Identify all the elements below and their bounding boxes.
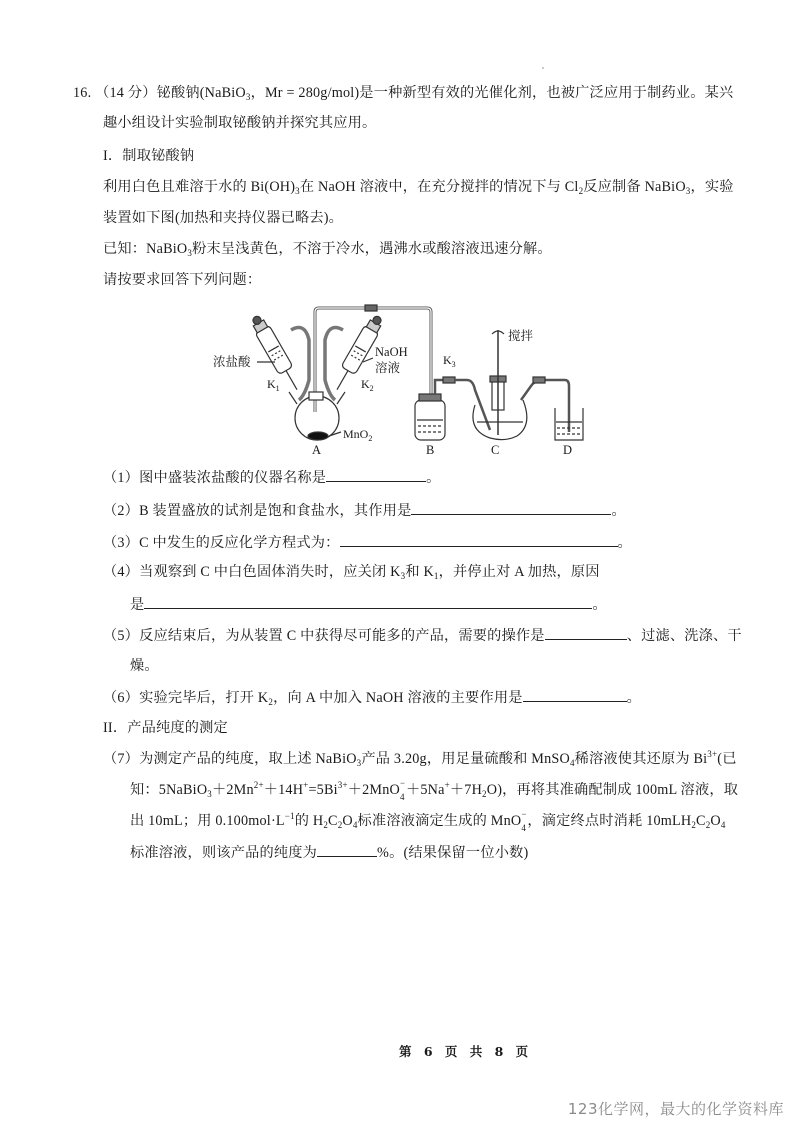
label-a: A (312, 443, 322, 457)
page-number: 第 6 页 共 8 页 (399, 1044, 533, 1059)
known-info (103, 239, 552, 259)
subscript: 2 (705, 820, 711, 830)
question-text: （5）反应结束后，为从装置 C 中获得尽可能多的产品，需要的操作是 (103, 628, 545, 644)
text: (已 (717, 751, 737, 767)
k3-clamp (443, 377, 455, 383)
question-7-line3: 出 10mL；用 $0.100mol\cdot L^{-1}$的 $H_2C_2O_4$标准溶液滴定生成的 MnO − 4 ，滴定终点时消耗 $10mLH_2C_2O_4$ (130, 809, 726, 833)
text: ＋2Mn (211, 782, 254, 798)
text: 。 (592, 597, 607, 613)
text: ＋2MnO (347, 782, 400, 798)
text: 反应制备 NaBiO (583, 179, 686, 195)
tube-c-to-d (521, 380, 569, 432)
mno2-solid (308, 432, 328, 440)
subscript: 2 (691, 820, 697, 830)
question-7-line2: 知：$5NaBiO_3+2Mn^{2+}+14H^+=5Bi^{3+}+2MnO$ − 4 $+5Na^++7H_2O$)，再将其准确配制成 100mL 溶液，取 (130, 778, 739, 802)
superscript: −1 (284, 811, 295, 821)
text: ＋14H (263, 782, 304, 798)
question-text: （6）实验完毕后，打开 K (103, 690, 269, 706)
text: ，向 A 中加入 NaOH 溶液的主要作用是 (273, 690, 523, 706)
label-d: D (563, 443, 573, 457)
text: 在 NaOH 溶液中，在充分搅拌的情况下与 Cl (299, 179, 579, 195)
subscript: 4 (352, 820, 358, 830)
question-text: （1）图中盛装浓盐酸的仪器名称是 (103, 470, 327, 486)
label-k1: $K_1$ (267, 377, 280, 393)
text: ，实验 (690, 179, 734, 195)
section-2-heading: II．产品纯度的测定 (103, 720, 228, 736)
question-16-intro-line2: 趣小组设计实验制取铋酸钠并探究其应用。 (103, 115, 377, 131)
subscript: 2 (578, 186, 584, 196)
tube-connector (365, 305, 377, 311)
superscript: 2+ (253, 780, 264, 790)
section-1-heading: I．制取铋酸钠 (103, 148, 195, 164)
intro-text: 铋酸钠(NaBiO (156, 85, 246, 101)
superscript: + (444, 780, 450, 790)
subscript: 3 (295, 186, 300, 196)
text: =5Bi (308, 782, 338, 798)
text: O (710, 813, 721, 829)
answer-blank-2[interactable] (411, 500, 611, 515)
watermark: 123化学网，最大的化学资料库 (567, 1100, 784, 1118)
subscript: 3 (400, 571, 406, 581)
text: 稀溶液使其还原为 Bi (574, 751, 708, 767)
question-16-intro-line1 (73, 83, 733, 103)
text: 出 10mL；用 0.100mol·L (130, 813, 285, 829)
text: 知：5NaBiO (130, 782, 208, 798)
scan-speck (542, 67, 544, 69)
label-k3: $K_3$ (443, 353, 456, 369)
superscript: 3+ (337, 780, 348, 790)
text: %。(结果保留一位小数) (377, 845, 529, 861)
answer-blank-3[interactable] (340, 532, 618, 547)
superscript: + (303, 780, 309, 790)
question-points: （14 分） (95, 85, 157, 101)
text: 粉末呈浅黄色，不溶于冷水，遇沸水或酸溶液迅速分解。 (192, 241, 552, 257)
text: 的 H (294, 813, 324, 829)
subscript: 3 (685, 186, 691, 196)
text: 和 K (405, 564, 434, 580)
text: ＋7H (449, 782, 483, 798)
question-3 (103, 532, 632, 553)
question-text: （3）C 中发生的反应化学方程式为： (103, 535, 340, 551)
section-1-paragraph-line1 (103, 177, 734, 197)
flask-a-center-neck (309, 392, 323, 400)
label-k2: $K_2$ (361, 377, 374, 393)
answer-blank-6[interactable] (523, 687, 627, 702)
apparatus-diagram (205, 300, 590, 460)
question-6 (103, 687, 641, 708)
label-conc-hcl: 浓盐酸 (213, 355, 251, 369)
label-c: C (491, 443, 500, 457)
text: O (342, 813, 353, 829)
subscript: 2 (268, 697, 274, 707)
section-1-paragraph-line2: 装置如下图(加热和夹持仪器已略去)。 (103, 210, 344, 226)
text: 产品 3.20g，用足量硫酸和 MnSO (361, 751, 570, 767)
left-pressure-tube (291, 328, 309, 400)
text: 。 (626, 690, 641, 706)
question-text: （2）B 装置盛放的试剂是饱和食盐水，其作用是 (103, 503, 412, 519)
text: 、过滤、洗涤、干 (626, 628, 742, 644)
question-number: 16. (73, 85, 92, 101)
text: 。 (617, 535, 632, 551)
text: O)，再将其准确配制成 100mL 溶液，取 (486, 782, 739, 798)
answer-blank-1[interactable] (326, 467, 426, 482)
question-7-line1 (103, 749, 737, 769)
text: 。 (611, 503, 626, 519)
question-4-line1: （4）当观察到 C 中白色固体消失时，应关闭 $K_3$和 $K_1$，并停止对 A 加热，原因 (103, 564, 600, 581)
bottle-b-stopper (419, 394, 441, 401)
text: 已知：NaBiO (103, 241, 188, 257)
subscript: 3 (356, 758, 362, 768)
subscript: 3 (207, 789, 212, 799)
subscript: 2 (337, 820, 343, 830)
subscript: 2 (323, 820, 329, 830)
label-mno2: MnO$_2$ (343, 427, 373, 443)
question-text: （4）当观察到 C 中白色固体消失时，应关闭 K (103, 564, 401, 580)
label-solution: 溶液 (375, 361, 401, 375)
text: C (696, 813, 706, 829)
tube-connector-cd (533, 377, 545, 383)
subscript: 2 (482, 789, 487, 799)
text: 利用白色且难溶于水的 Bi(OH) (103, 179, 296, 195)
answer-blank-5[interactable] (545, 625, 627, 640)
question-5-line2: 燥。 (130, 658, 159, 674)
left-funnel (248, 313, 304, 394)
right-pressure-tube (325, 328, 343, 400)
answer-prompt: 请按要求回答下列问题： (103, 272, 262, 288)
answer-blank-7[interactable] (317, 842, 377, 857)
subscript: 4 (569, 758, 575, 768)
label-stir: 搅拌 (508, 329, 534, 343)
text: ＋5Na (406, 782, 445, 798)
superscript: 3+ (707, 749, 718, 759)
label-b: B (426, 443, 435, 457)
apparatus-lines (248, 305, 583, 440)
text: 标准溶液，则该产品的纯度为 (130, 845, 318, 861)
label-naoh: NaOH (375, 345, 408, 359)
subscript: 3 (245, 92, 251, 102)
question-4-line2 (130, 594, 607, 615)
intro-text: ，Mr = 280g/mol)是一种新型有效的光催化剂，也被广泛应用于制药业。某兴 (250, 85, 734, 101)
text: ，滴定终点时消耗 10mLH (527, 813, 692, 829)
text: 标准溶液滴定生成的 MnO (357, 813, 522, 829)
answer-blank-4[interactable] (144, 594, 592, 609)
subscript: 3 (187, 248, 193, 258)
text: ，并停止对 A 加热，原因 (438, 564, 600, 580)
question-7-line4 (130, 842, 528, 863)
subscript: 4 (720, 820, 726, 830)
text: 。 (426, 470, 441, 486)
question-2 (103, 500, 626, 521)
question-1 (103, 467, 441, 488)
leader-mno2 (329, 432, 341, 436)
question-5-line1 (103, 625, 742, 646)
text: 是 (130, 597, 145, 613)
text: （7）为测定产品的纯度，取上述 NaBiO (103, 751, 357, 767)
text: C (328, 813, 338, 829)
